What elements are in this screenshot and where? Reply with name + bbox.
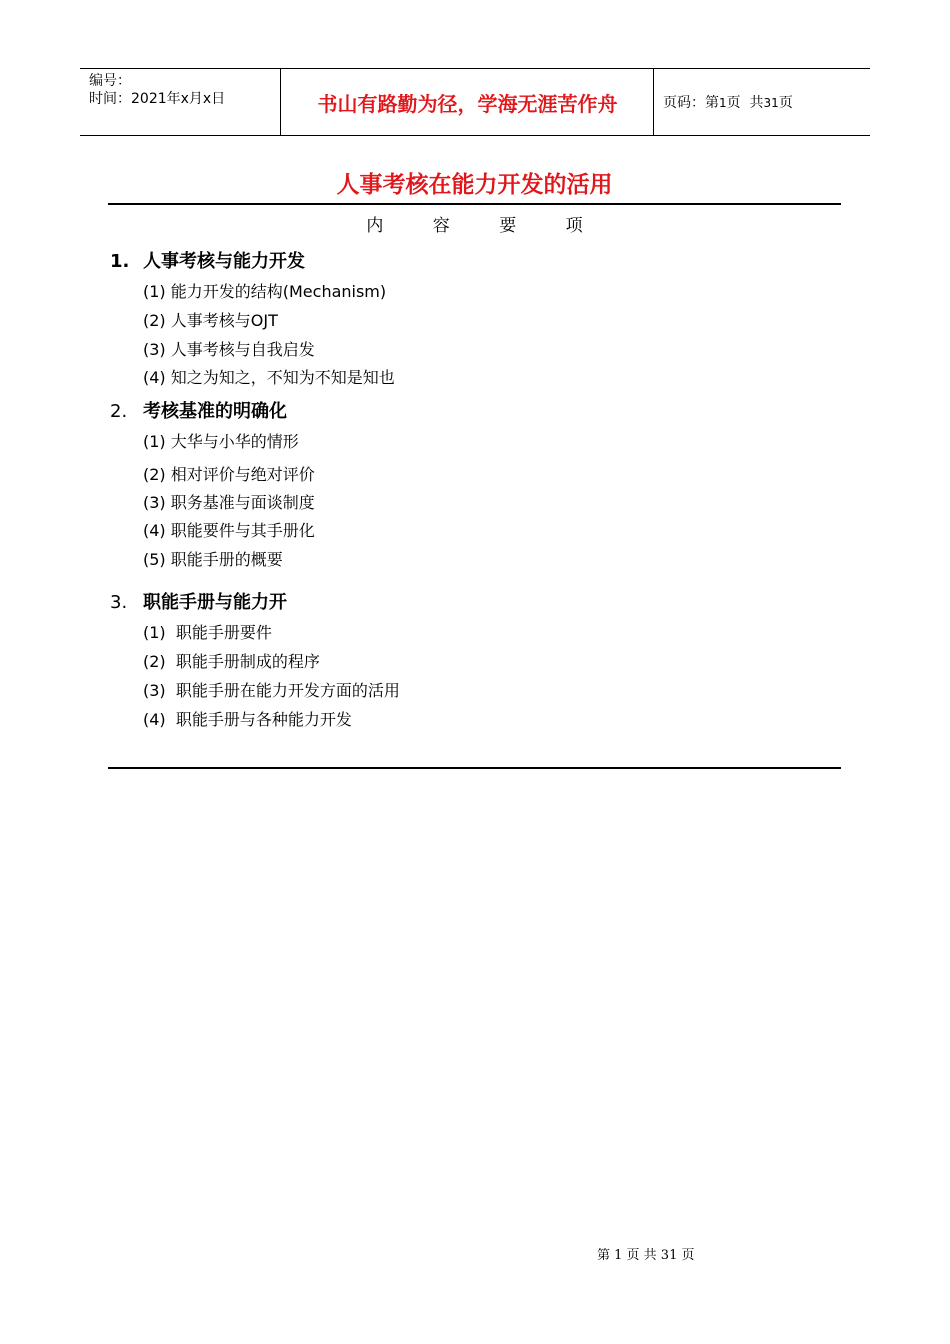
section-1-title: 人事考核与能力开发 <box>143 251 305 272</box>
document-title: 人事考核在能力开发的活用 <box>336 172 613 198</box>
section-2-item-1: (1) 大华与小华的情形 <box>143 432 299 451</box>
section-2-number: 2. <box>110 401 128 422</box>
header-cell-meta <box>80 69 281 135</box>
page-prefix: 页码：第 <box>663 95 719 111</box>
section-3-item-3: (3) 职能手册在能力开发方面的活用 <box>143 681 400 700</box>
section-1-item-2: (2) 人事考核与OJT <box>143 311 278 330</box>
page-mid: 页 共 <box>726 95 764 111</box>
section-1-item-1: (1) 能力开发的结构(Mechanism) <box>143 282 387 301</box>
footer-page-number: 第 1 页 共 31 页 <box>597 1248 695 1263</box>
section-2-title: 考核基准的明确化 <box>143 401 287 422</box>
section-3-item-4: (4) 职能手册与各种能力开发 <box>143 710 352 729</box>
page-suffix: 页 <box>778 95 793 111</box>
header-table <box>80 68 870 136</box>
page-total: 31 <box>763 96 779 110</box>
date-label: 时间：2021年x月x日 <box>89 91 226 107</box>
section-1-item-3: (3) 人事考核与自我启发 <box>143 340 315 359</box>
motto: 书山有路勤为径，学海无涯苦作舟 <box>317 92 618 116</box>
section-2-item-5: (5) 职能手册的概要 <box>143 550 283 569</box>
header-cell-motto <box>281 69 654 135</box>
subtitle: 内 容 要 项 <box>366 216 605 236</box>
section-2-item-3: (3) 职务基准与面谈制度 <box>143 493 315 512</box>
section-3-title: 职能手册与能力开 <box>143 592 287 613</box>
section-3-item-1: (1) 职能手册要件 <box>143 623 272 642</box>
number-label: 编号： <box>89 73 131 89</box>
section-3-item-2: (2) 职能手册制成的程序 <box>143 652 320 671</box>
bottom-rule <box>108 767 841 769</box>
title-rule <box>108 203 841 205</box>
page-current: 1 <box>719 96 727 110</box>
section-1-item-4: (4) 知之为知之，不知为不知是知也 <box>143 368 395 387</box>
header-cell-page <box>654 69 870 135</box>
section-1-number: 1. <box>110 251 130 272</box>
section-2-item-2: (2) 相对评价与绝对评价 <box>143 465 315 484</box>
header-page-info <box>663 94 793 112</box>
section-3-number: 3. <box>110 592 128 613</box>
section-2-item-4: (4) 职能要件与其手册化 <box>143 521 315 540</box>
